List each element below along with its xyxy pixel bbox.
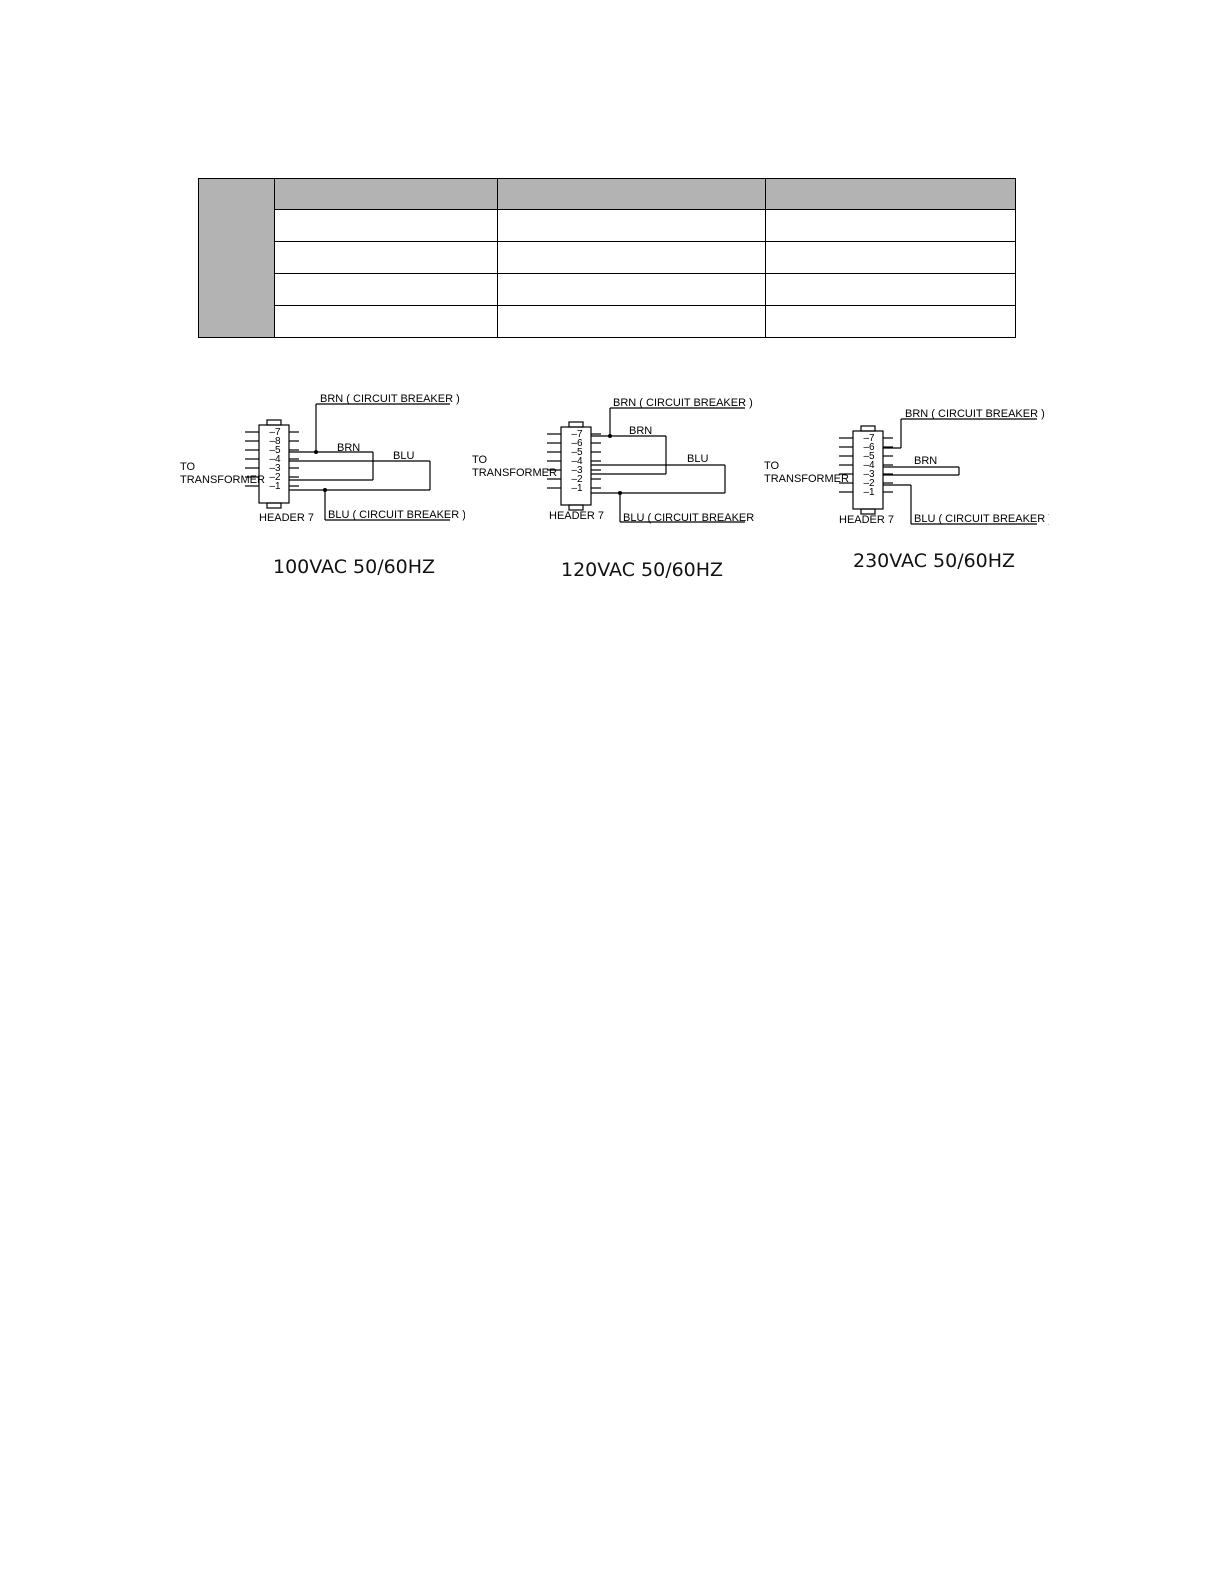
- diagram-caption: 120VAC 50/60HZ: [561, 559, 724, 581]
- table-cell: [498, 274, 766, 306]
- table-cell: [275, 242, 498, 274]
- blu-label: BLU: [687, 453, 709, 465]
- pin-label: –2: [571, 474, 583, 485]
- pin-label: –3: [571, 465, 583, 476]
- pin-label: –5: [863, 451, 875, 462]
- pin-label: –7: [269, 427, 281, 438]
- pin-label: –2: [269, 472, 281, 483]
- table-cell: [498, 242, 766, 274]
- pin-label: –4: [571, 456, 583, 467]
- spec-table: [198, 178, 1016, 338]
- brn-circuit-breaker-label: BRN ( CIRCUIT BREAKER ): [320, 393, 460, 405]
- to-label: TO: [180, 461, 196, 473]
- transformer-label: TRANSFORMER: [472, 467, 557, 479]
- table-cell: [498, 210, 766, 242]
- to-label: TO: [472, 454, 488, 466]
- table-cell: [275, 210, 498, 242]
- table-cell: [766, 274, 1016, 306]
- transformer-label: TRANSFORMER: [764, 473, 849, 485]
- pin-label: –5: [269, 445, 281, 456]
- brn-label: BRN: [629, 425, 653, 437]
- pin-label: –4: [863, 460, 875, 471]
- table-cell: [766, 306, 1016, 338]
- pin-label: –1: [269, 481, 281, 492]
- transformer-label: TRANSFORMER: [180, 474, 265, 486]
- table-row: [199, 306, 1016, 338]
- pin-label: –7: [571, 429, 583, 440]
- pin-label: –2: [863, 478, 875, 489]
- blu-circuit-breaker-label: BLU ( CIRCUIT BREAKER ): [328, 509, 465, 521]
- pin-label: –6: [571, 438, 583, 449]
- table-cell: [275, 274, 498, 306]
- header-label: HEADER 7: [549, 510, 605, 522]
- pin-label: –1: [863, 487, 875, 498]
- blu-circuit-breaker-label: BLU ( CIRCUIT BREAKER ): [623, 512, 757, 524]
- brn-label: BRN: [337, 442, 361, 454]
- wiring-diagram-120vac: [467, 385, 757, 539]
- table-side-cell: [199, 179, 275, 338]
- table-cell: [766, 242, 1016, 274]
- table-row: [199, 210, 1016, 242]
- header-label: HEADER 7: [839, 514, 895, 526]
- table-row: [199, 274, 1016, 306]
- brn-circuit-breaker-label: BRN ( CIRCUIT BREAKER ): [613, 397, 753, 409]
- diagram-caption: 100VAC 50/60HZ: [273, 556, 436, 578]
- pin-label: –3: [269, 463, 281, 474]
- table-header-cell: [275, 179, 498, 210]
- pin-label: –3: [863, 469, 875, 480]
- blu-label: BLU: [393, 450, 415, 462]
- table-cell: [498, 306, 766, 338]
- header-label: HEADER 7: [259, 512, 315, 524]
- pin-label: –8: [269, 436, 281, 447]
- blu-circuit-breaker-label: BLU ( CIRCUIT BREAKER ): [914, 513, 1049, 525]
- brn-label: BRN: [914, 455, 938, 467]
- table-header-row: [199, 179, 1016, 210]
- table-header-cell: [766, 179, 1016, 210]
- diagram-caption: 230VAC 50/60HZ: [853, 550, 1016, 572]
- table-cell: [766, 210, 1016, 242]
- pin-label: –7: [863, 433, 875, 444]
- wiring-diagram-230vac: [759, 385, 1049, 539]
- to-label: TO: [764, 460, 780, 472]
- pin-label: –1: [571, 483, 583, 494]
- wiring-diagram-100vac: [175, 385, 465, 539]
- brn-circuit-breaker-label: BRN ( CIRCUIT BREAKER ): [905, 408, 1045, 420]
- pin-label: –4: [269, 454, 281, 465]
- pin-label: –6: [863, 442, 875, 453]
- table-row: [199, 242, 1016, 274]
- pin-label: –5: [571, 447, 583, 458]
- table-header-cell: [498, 179, 766, 210]
- table-cell: [275, 306, 498, 338]
